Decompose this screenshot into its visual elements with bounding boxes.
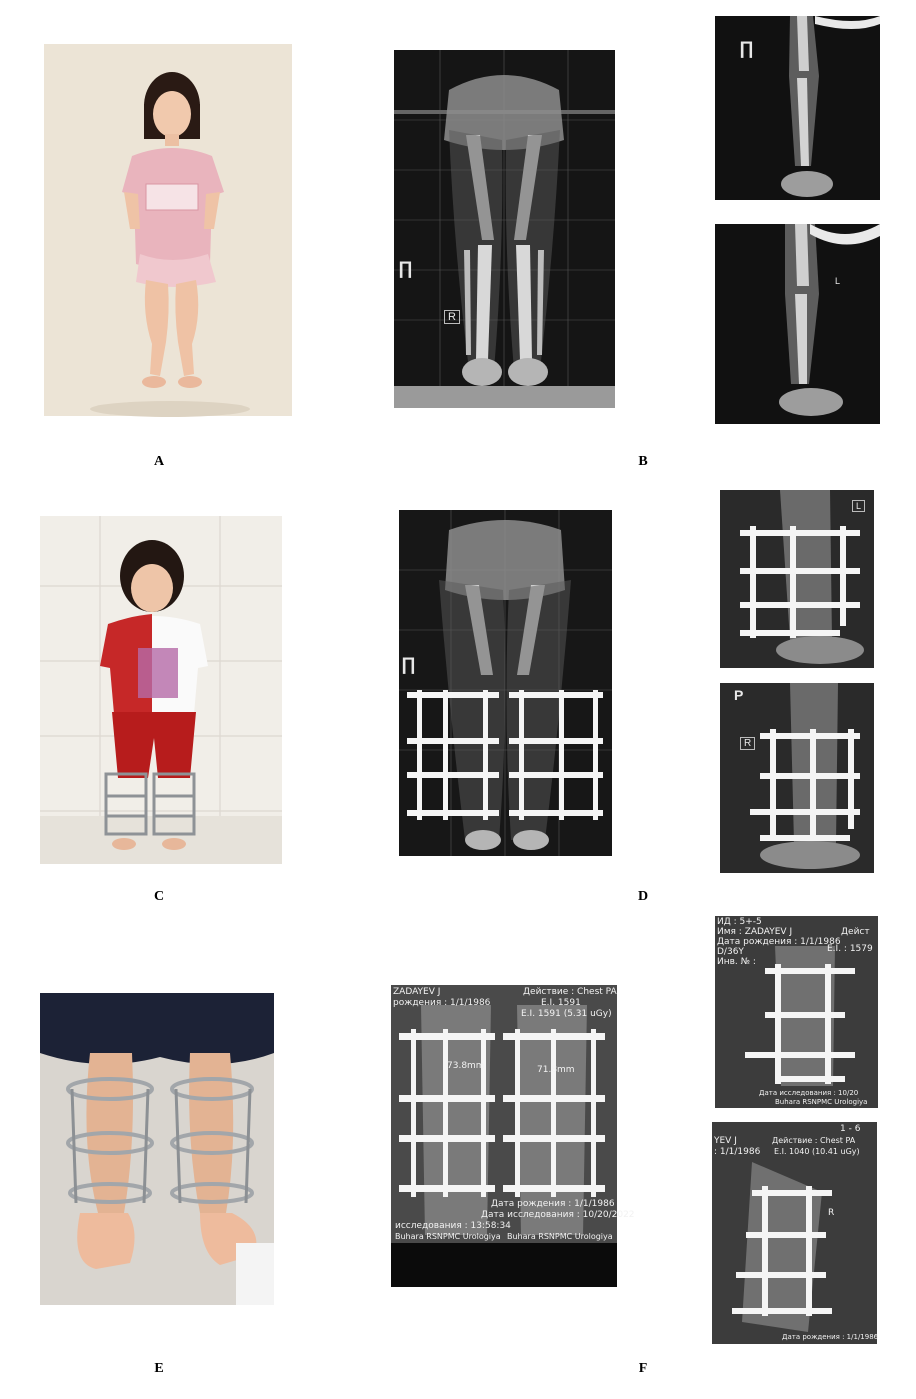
panel-d-xray-ap xyxy=(399,510,612,856)
monitor-study-date: Дата исследования : 10/20/2022 xyxy=(481,1210,635,1220)
lateral-frame-xray-illustration xyxy=(720,683,874,873)
screen-name: Имя : ZADAYEV J xyxy=(717,927,793,937)
lateral-frame-xray-illustration xyxy=(720,490,874,668)
panel-f-monitor xyxy=(391,985,635,1287)
panel-label-b: B xyxy=(638,454,648,469)
side-marker-p: P xyxy=(734,687,744,703)
lead-marker-icon: ∏ xyxy=(398,258,413,278)
lead-marker-icon: ∏ xyxy=(739,38,754,58)
panel-label-e: E xyxy=(154,1361,164,1376)
measurement-left: 73.8mm xyxy=(447,1061,485,1071)
screen-study-date: Дата исследования : 10/20 xyxy=(759,1089,859,1097)
monitor-study-type: Действие : Chest PA xyxy=(523,987,617,997)
monitor-exposure-index: E.I. 1591 xyxy=(541,998,581,1008)
panel-b-xray-ap xyxy=(394,50,615,408)
monitor-study-time: исследования : 13:58:34 xyxy=(395,1221,511,1231)
side-marker-r: R xyxy=(828,1208,835,1218)
panel-b-xray-lateral-bottom xyxy=(715,224,880,424)
monitor-footer-left: Buhara RSNPMC Urologiya xyxy=(395,1232,501,1241)
side-marker-l: L xyxy=(852,500,865,512)
lower-limb-xray-illustration xyxy=(394,50,615,408)
monitor-footer-right: Buhara RSNPMC Urologiya xyxy=(507,1232,613,1241)
panel-a-photo xyxy=(44,44,292,416)
panel-e-photo xyxy=(40,993,274,1305)
monitor-birth-date: рождения : 1/1/1986 xyxy=(393,998,491,1008)
monitor-patient-name: ZADAYEV J xyxy=(393,987,441,997)
child-standing-illustration xyxy=(44,44,292,416)
panel-f-screen-top xyxy=(715,916,878,1108)
monitor-exposure-dose: E.I. 1591 (5.31 uGy) xyxy=(521,1009,612,1019)
panel-c-photo xyxy=(40,516,282,864)
child-with-fixators-illustration xyxy=(40,516,282,864)
measurement-right: 71.8mm xyxy=(537,1065,575,1075)
panel-f-screen-bottom xyxy=(712,1122,877,1344)
screen-exposure: E.I. 1040 (10.41 uGy) xyxy=(774,1147,860,1156)
screen-birth-date: : 1/1/1986 xyxy=(714,1147,761,1157)
screen-inv-number: Инв. № : xyxy=(717,957,756,967)
screen-age: D/36Y xyxy=(717,947,744,957)
screen-action: Дейст xyxy=(841,927,870,937)
screen-name: YEV J xyxy=(714,1136,737,1146)
lead-marker-icon: ∏ xyxy=(401,654,416,674)
panel-b-xray-lateral-top xyxy=(715,16,880,200)
xray-with-frames-illustration xyxy=(399,510,612,856)
legs-with-fixators-illustration xyxy=(40,993,274,1305)
monitor-bottom-birth: Дата рождения : 1/1/1986 xyxy=(491,1199,615,1209)
panel-label-d: D xyxy=(637,889,649,904)
screen-bottom-birth: Дата рождения : 1/1/1986 xyxy=(782,1333,879,1341)
panel-label-a: A xyxy=(153,454,165,469)
lateral-leg-xray-illustration xyxy=(715,224,880,424)
panel-d-xray-lateral-top xyxy=(720,490,874,668)
panel-label-f: F xyxy=(638,1361,648,1376)
screen-birth-date: Дата рождения : 1/1/1986 xyxy=(717,937,841,947)
panel-d-xray-lateral-bottom xyxy=(720,683,874,873)
screen-id: ИД : 5+-5 xyxy=(717,917,762,927)
screen-series: 1 - 6 xyxy=(840,1124,861,1134)
screen-exposure: E.I. : 1579 xyxy=(827,944,873,954)
panel-label-c: C xyxy=(153,889,165,904)
side-marker-r: R xyxy=(740,737,755,750)
screen-action: Действие : Chest PA xyxy=(772,1136,856,1145)
side-marker-l: L xyxy=(835,276,841,286)
screen-footer: Buhara RSNPMC Urologiya xyxy=(775,1098,868,1106)
side-marker-r: R xyxy=(444,310,460,324)
